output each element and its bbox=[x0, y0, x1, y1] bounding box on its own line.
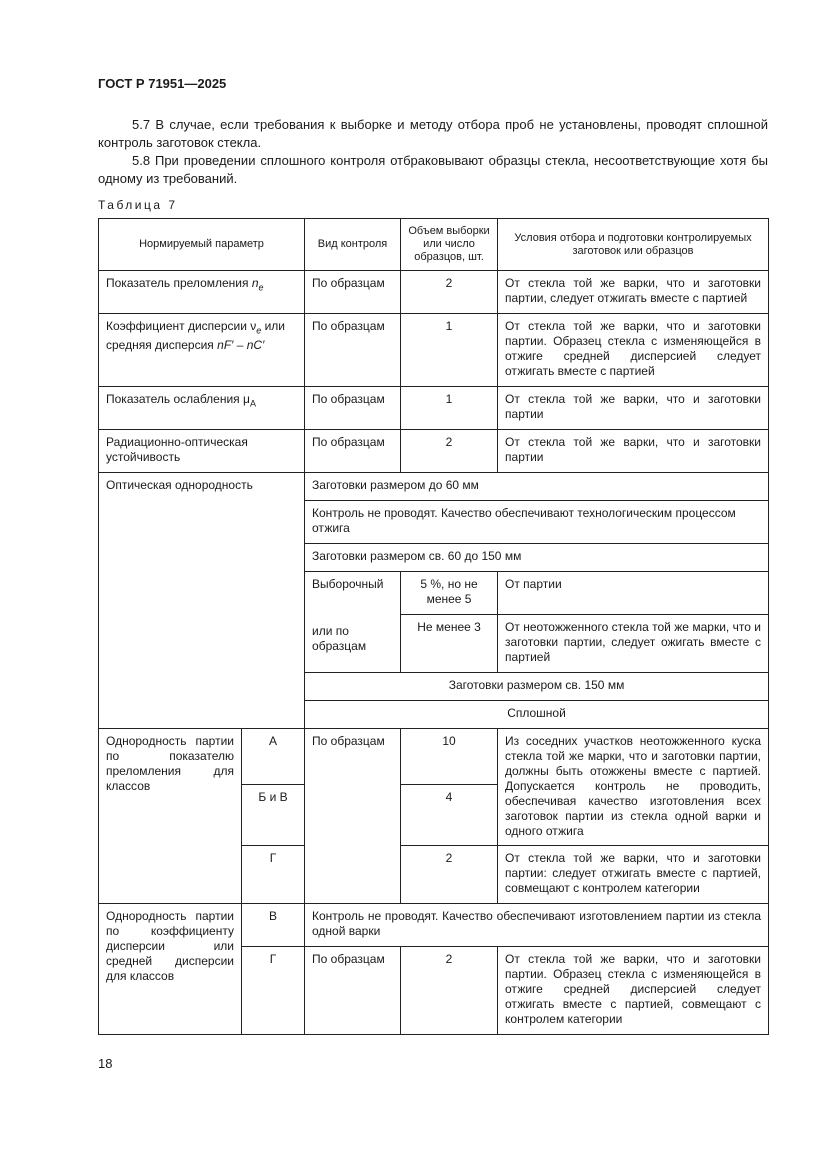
header-sample: Объем выборки или число образцов, шт. bbox=[401, 219, 498, 271]
param-cell: Однородность партии по коэффициенту дисперсии или средней дисперсии для классов bbox=[99, 904, 242, 1035]
page-number: 18 bbox=[98, 1056, 113, 1071]
control-cell: По образцам bbox=[305, 271, 401, 314]
param-subscript: e bbox=[258, 282, 264, 293]
param-symbol: n bbox=[251, 276, 259, 290]
param-text: Показатель ослабления μ bbox=[106, 392, 250, 406]
sample-cell: 2 bbox=[401, 947, 498, 1035]
param-cell: Оптическая однородность bbox=[99, 473, 305, 729]
table-row bbox=[99, 904, 769, 947]
param-subscript: A bbox=[249, 398, 256, 409]
no-control-cell: Контроль не проводят. Качество обеспечивают технологическим процессом отжига bbox=[305, 501, 769, 544]
conditions-cell: От неотожженного стекла той же марки, что и заготовки партии, следует ожигать вместе с партией bbox=[498, 615, 769, 673]
sample-cell: 1 bbox=[401, 314, 498, 387]
control-cell: По образцам bbox=[305, 314, 401, 387]
param-formula: nF′ – nC′ bbox=[217, 338, 265, 353]
sample-cell: 4 bbox=[401, 785, 498, 846]
param-cell: Однородность партии по показателю преломления для классов bbox=[99, 729, 242, 904]
param-cell: Радиационно-оптическая устойчивость bbox=[99, 430, 305, 473]
table-row bbox=[99, 729, 769, 785]
class-cell: Г bbox=[242, 846, 305, 904]
table-caption: Таблица 7 bbox=[98, 198, 178, 212]
conditions-cell: От стекла той же варки, что и заготовки партии: следует отжигать вместе с партией, совмещают с контролем категории bbox=[498, 846, 769, 904]
table-header-row bbox=[99, 219, 769, 271]
sample-cell: 10 bbox=[401, 729, 498, 785]
conditions-cell: От стекла той же варки, что и заготовки партии, следует отжигать вместе с партией bbox=[498, 271, 769, 314]
param-text-2: или средняя дисперсия bbox=[106, 319, 285, 353]
no-control-cell: Контроль не проводят. Качество обеспечивают изготовлением партии из стекла одной варки bbox=[305, 904, 769, 947]
conditions-cell: От стекла той же варки, что и заготовки партии. Образец стекла с изменяющейся в отжиге средней дисперсией следует отжигать вместе с партией bbox=[498, 314, 769, 387]
table-row bbox=[99, 387, 769, 430]
continuous-cell: Сплошной bbox=[305, 701, 769, 729]
paragraph-5-7: 5.7 В случае, если требования к выборке и методу отбора проб не установлены, проводят сплошной контроль заготовок стекла. bbox=[98, 117, 768, 150]
requirements-table bbox=[98, 218, 769, 1035]
sample-cell: 2 bbox=[401, 271, 498, 314]
param-text: Показатель преломления bbox=[106, 276, 252, 290]
param-cell bbox=[99, 314, 305, 387]
class-cell: В bbox=[242, 904, 305, 947]
sample-cell: 1 bbox=[401, 387, 498, 430]
conditions-cell: От стекла той же варки, что и заготовки партии. Образец стекла с изменяющейся в отжиге средней дисперсией следует отжигать вместе с партией, совмещают с контролем категории bbox=[498, 947, 769, 1035]
class-cell: Б и В bbox=[242, 785, 305, 846]
header-param: Нормируемый параметр bbox=[99, 219, 305, 271]
document-code: ГОСТ Р 71951—2025 bbox=[98, 76, 227, 91]
param-cell bbox=[99, 387, 305, 430]
class-cell: А bbox=[242, 729, 305, 785]
sample-cell: 2 bbox=[401, 430, 498, 473]
selective-label: Выборочный bbox=[312, 577, 384, 591]
header-conditions: Условия отбора и подготовки контролируемых заготовок или образцов bbox=[498, 219, 769, 271]
class-cell: Г bbox=[242, 947, 305, 1035]
table-row bbox=[99, 271, 769, 314]
conditions-cell: От партии bbox=[498, 572, 769, 615]
size-group-cell: Заготовки размером до 60 мм bbox=[305, 473, 769, 501]
or-samples-label: или по образцам bbox=[312, 624, 367, 653]
conditions-cell: Из соседних участков неотожженного куска стекла той же марки, что и заготовки партии, должны быть отожжены вместе с партией. Допускается контроль не проводить, обеспечивая качество изготовления всех заготовок партии из стекла одной варки и одного отжига bbox=[498, 729, 769, 846]
param-subscript: e bbox=[256, 325, 262, 336]
conditions-cell: От стекла той же варки, что и заготовки партии bbox=[498, 387, 769, 430]
param-cell bbox=[99, 271, 305, 314]
control-cell: По образцам bbox=[305, 387, 401, 430]
size-group-cell: Заготовки размером св. 60 до 150 мм bbox=[305, 544, 769, 572]
table-row bbox=[99, 314, 769, 387]
table-row bbox=[99, 430, 769, 473]
paragraph-5-8: 5.8 При проведении сплошного контроля отбраковывают образцы стекла, несоответствующие хотя бы одному из требований. bbox=[98, 153, 768, 186]
sample-cell: 2 bbox=[401, 846, 498, 904]
param-text: Коэффициент дисперсии ν bbox=[106, 319, 257, 333]
size-group-cell: Заготовки размером св. 150 мм bbox=[305, 673, 769, 701]
header-control: Вид контроля bbox=[305, 219, 401, 271]
control-cell bbox=[305, 572, 401, 673]
control-cell: По образцам bbox=[305, 729, 401, 904]
control-cell: По образцам bbox=[305, 430, 401, 473]
sample-cell: 5 %, но не менее 5 bbox=[401, 572, 498, 615]
table-row bbox=[99, 473, 769, 501]
conditions-cell: От стекла той же варки, что и заготовки партии bbox=[498, 430, 769, 473]
sample-cell: Не менее 3 bbox=[401, 615, 498, 673]
control-cell: По образцам bbox=[305, 947, 401, 1035]
